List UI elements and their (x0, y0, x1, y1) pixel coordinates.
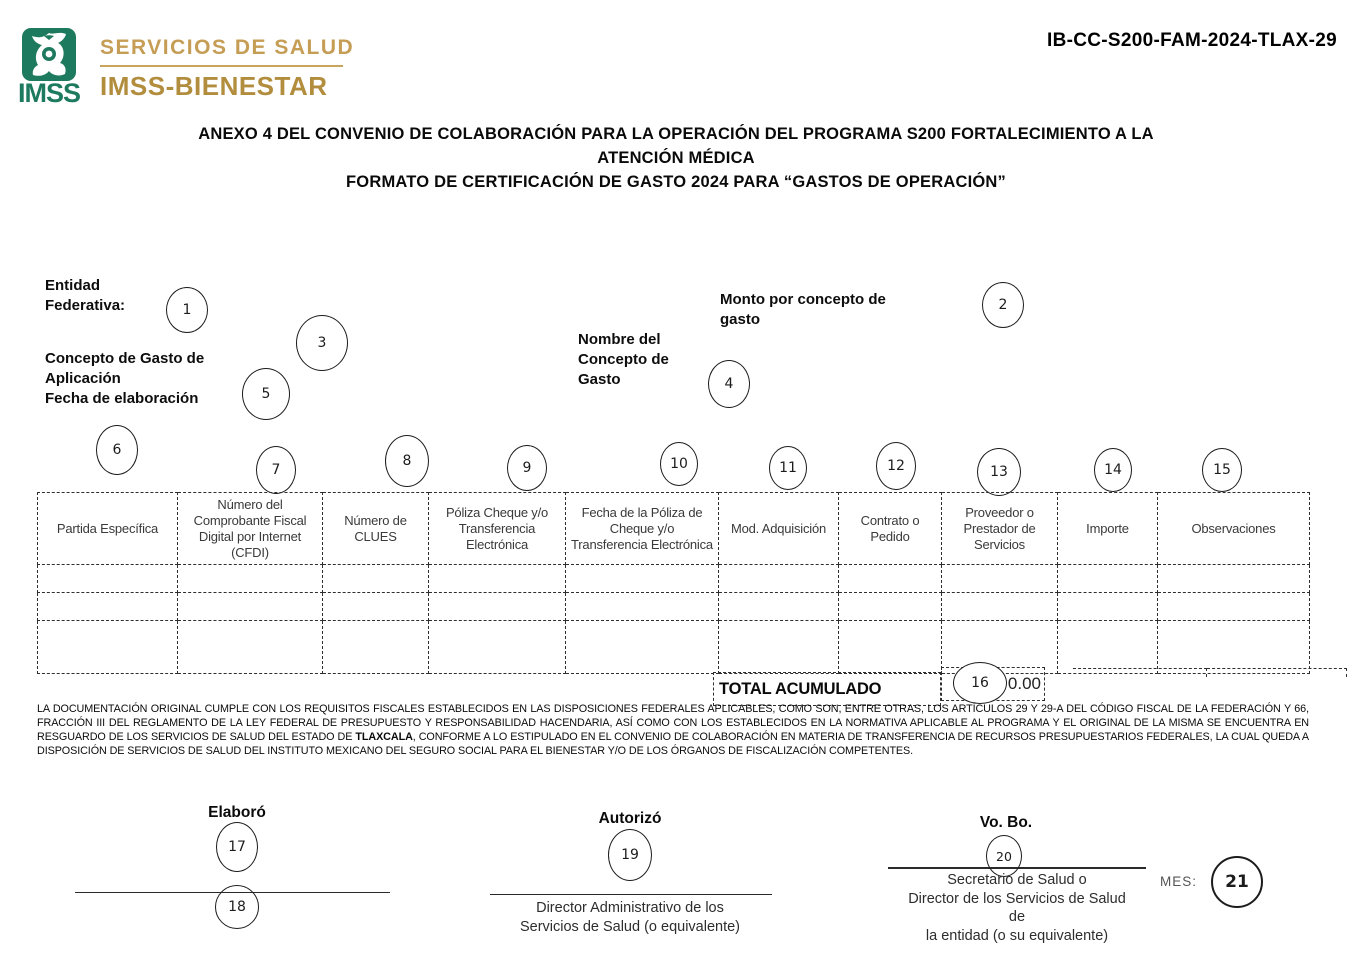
table-row (38, 565, 1310, 593)
table-cell (178, 593, 323, 621)
ref-circle-11: 11 (769, 446, 807, 490)
field-label-concepto-gasto-aplicacion: Concepto de Gasto de Aplicación (45, 350, 205, 387)
table-cell (566, 565, 719, 593)
table-row (38, 593, 1310, 621)
table-cell (942, 565, 1058, 593)
column-header-cfdi: Número del Comprobante Fiscal Digital por Internet (CFDI) (178, 493, 323, 565)
table-cell (429, 621, 566, 674)
field-label-nombre-concepto-gasto: Nombre del Concepto de Gasto (578, 331, 669, 388)
title-line-1: ANEXO 4 DEL CONVENIO DE COLABORACIÓN PARA LA OPERACIÓN DEL PROGRAMA S200 FORTALECIMIENTO A LA (198, 125, 1154, 143)
imss-logo (22, 28, 76, 81)
table-cell (323, 593, 429, 621)
ref-circle-9: 9 (507, 445, 547, 491)
column-header-poliza-cheque: Póliza Cheque y/o Transferencia Electrónica (429, 493, 566, 565)
table-cell (178, 565, 323, 593)
ref-circle-2: 2 (982, 282, 1024, 328)
column-header-proveedor: Proveedor o Prestador de Servicios (942, 493, 1058, 565)
legal-text-state-name: TLAXCALA (355, 730, 413, 743)
signature-role-vobo (867, 871, 1167, 945)
ref-circle-21: 21 (1211, 856, 1263, 908)
table-cell (323, 621, 429, 674)
ref-circle-16: 16 (953, 662, 1007, 704)
total-row-dash-segment (1207, 668, 1347, 677)
column-header-observaciones: Observaciones (1158, 493, 1310, 565)
table-cell (38, 565, 178, 593)
logo-divider (100, 65, 343, 67)
expense-table (37, 492, 1310, 674)
ref-circle-18: 18 (215, 885, 259, 929)
table-row (38, 621, 1310, 674)
signature-role-line: la entidad (o su equivalente) (925, 927, 1109, 944)
table-cell (719, 565, 839, 593)
table-cell (429, 593, 566, 621)
table-cell (38, 593, 178, 621)
table-cell (566, 621, 719, 674)
ref-circle-5: 5 (242, 368, 290, 420)
field-label-fecha-elaboracion: Fecha de elaboración (45, 390, 199, 407)
field-label-entidad-federativa: Entidad Federativa: (45, 277, 126, 314)
signature-line-autorizo (490, 894, 772, 895)
title-line-2: ATENCIÓN MÉDICA (597, 149, 755, 167)
legal-text-part1: LA DOCUMENTACIÓN ORIGINAL CUMPLE CON LOS REQUISITOS FISCALES ESTABLECIDOS EN LAS DISPOSICIONES FEDERALES APLICABLES, COMO SON, ENTRE OTRAS, LOS ARTÍCULOS 29 Y 29-A DEL CÓDIGO FISCAL DE LA FEDERACIÓN Y 66, FRACCIÓN III DEL REGLAMENTO DE LA LEY FEDERAL DE PRESUPUESTO Y RESPONSABILIDAD HACENDARIA, ASÍ COMO CON LOS ESTABLECIDOS EN LA NORMATIVA APLICABLE AL PROGRAMA Y EL ORIGINAL DE LA MISMA SE ENCUENTRA EN RESGUARDO DE LOS SERVICIOS DE SALUD DEL ESTADO DE (37, 703, 1309, 743)
table-cell (1058, 621, 1158, 674)
table-cell (839, 621, 942, 674)
signature-role-line: Director de los Servicios de Salud (908, 890, 1126, 907)
column-header-fecha-poliza: Fecha de la Póliza de Cheque y/o Transferencia Electrónica (566, 493, 719, 565)
column-header-partida-especifica: Partida Específica (38, 493, 178, 565)
total-acumulado-label: TOTAL ACUMULADO (713, 672, 941, 706)
signature-title-autorizo: Autorizó (598, 810, 662, 827)
table-cell (1058, 565, 1158, 593)
ref-circle-13: 13 (977, 448, 1021, 496)
legal-certification-text (37, 703, 1309, 759)
column-header-numero-clues: Número de CLUES (323, 493, 429, 565)
table-cell (1058, 593, 1158, 621)
title-line-3: FORMATO DE CERTIFICACIÓN DE GASTO 2024 PARA “GASTOS DE OPERACIÓN” (346, 173, 1006, 191)
page-title (0, 122, 1352, 194)
signature-title-elaboro: Elaboró (208, 804, 266, 821)
total-row-dash-segment (1073, 668, 1207, 677)
table-cell (719, 621, 839, 674)
month-label: MES: (1160, 874, 1198, 889)
table-cell (178, 621, 323, 674)
signature-role-line: de (1008, 909, 1026, 925)
field-label-monto-concepto-gasto: Monto por concepto de gasto (720, 291, 886, 328)
signature-role-line: Secretario de Salud o (947, 872, 1087, 888)
table-cell (566, 593, 719, 621)
table-cell (38, 621, 178, 674)
ref-circle-10: 10 (660, 442, 698, 486)
imss-eagle-icon (22, 28, 76, 81)
logo-imss-bienestar: IMSS-BIENESTAR (100, 71, 328, 101)
table-cell (429, 565, 566, 593)
ref-circle-17: 17 (216, 822, 258, 872)
table-cell (839, 565, 942, 593)
table-cell (942, 593, 1058, 621)
column-header-mod-adquisicion: Mod. Adquisición (719, 493, 839, 565)
table-cell (839, 593, 942, 621)
table-cell (1158, 621, 1310, 674)
ref-circle-7: 7 (256, 446, 296, 494)
signature-role-autorizo (480, 899, 780, 937)
ref-circle-4: 4 (708, 360, 750, 408)
ref-circle-8: 8 (385, 435, 429, 487)
logo-servicios-de-salud: SERVICIOS DE SALUD (100, 36, 355, 59)
imss-wordmark: IMSS (17, 78, 80, 108)
ref-circle-15: 15 (1202, 448, 1242, 492)
table-cell (719, 593, 839, 621)
ref-circle-19: 19 (608, 829, 652, 881)
signature-role-line: Servicios de Salud (o equivalente) (519, 919, 741, 935)
ref-circle-6: 6 (96, 425, 138, 475)
ref-circle-1: 1 (166, 287, 208, 333)
ref-circle-3: 3 (296, 315, 348, 371)
ref-circle-12: 12 (876, 442, 916, 490)
table-cell (942, 621, 1058, 674)
total-acumulado-value: 0.00 (941, 667, 1045, 701)
column-header-importe: Importe (1058, 493, 1158, 565)
table-header-row (38, 493, 1310, 565)
ref-circle-20: 20 (986, 835, 1022, 877)
document-code: IB-CC-S200-FAM-2024-TLAX-29 (1047, 30, 1337, 51)
column-header-contrato-pedido: Contrato o Pedido (839, 493, 942, 565)
table-cell (1158, 593, 1310, 621)
signature-title-vobo: Vo. Bo. (979, 814, 1033, 831)
signature-role-line: Director Administrativo de los (536, 900, 724, 916)
legal-text-part2: , CONFORME A LO ESTIPULADO EN EL CONVENIO DE COLABORACIÓN EN MATERIA DE TRANSFERENCIA DE RECURSOS PRESUPUESTARIOS FEDERALES, LA CUAL QUEDA A DISPOSICIÓN DE SERVICIOS DE SALUD DEL INSTITUTO MEXICANO DEL SEGURO SOCIAL PARA EL BIENESTAR Y/O DE LOS ÓRGANOS DE FISCALIZACIÓN COMPETENTES. (37, 730, 1309, 757)
ref-circle-14: 14 (1094, 448, 1132, 492)
table-cell (323, 565, 429, 593)
table-cell (1158, 565, 1310, 593)
